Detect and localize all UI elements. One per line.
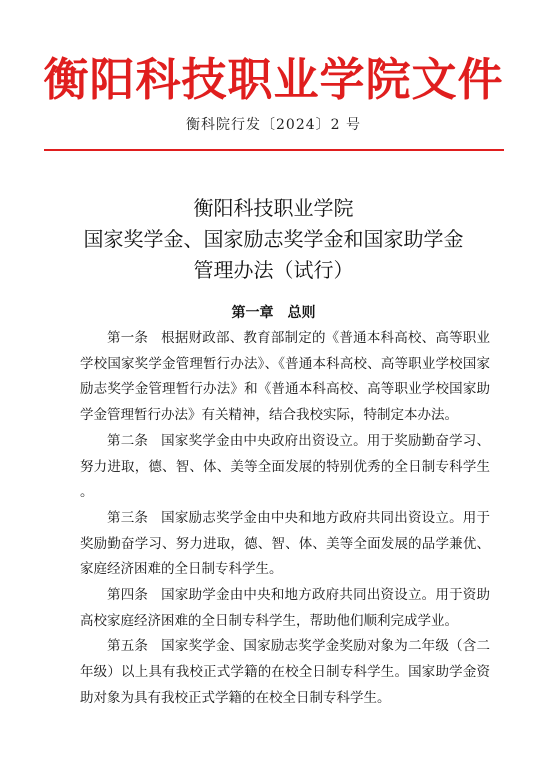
chapter-title: 总则 <box>287 305 316 321</box>
article-label: 第四条 <box>107 587 149 604</box>
article-text: 根据财政部、教育部制定的《普通本科高校、高等职业学校国家奖学金管理暂行办法》、《普通本科高校、高等职业学校国家励志奖学金管理暂行办法》和《普通本科高校、高等职业学校国家助学金管理暂行办法》有关精神，结合我校实际，特制定本办法。 <box>80 330 491 424</box>
article-3 <box>80 506 490 583</box>
chapter-heading <box>0 303 547 323</box>
article-4 <box>80 583 490 634</box>
chapter-number: 第一章 <box>231 305 274 321</box>
article-text: 国家奖学金、国家励志奖学金奖励对象为二年级（含二年级）以上具有我校正式学籍的在校全日制专科学生。国家助学金资助对象为具有我校正式学籍的在校全日制专科学生。 <box>80 638 491 706</box>
article-5 <box>80 634 490 711</box>
heading-line-3: 管理办法（试行） <box>193 258 354 282</box>
red-divider-line <box>44 149 504 151</box>
heading-line-2: 国家奖学金、国家励志奖学金和国家助学金 <box>83 227 464 251</box>
heading-line-1: 衡阳科技职业学院 <box>193 196 354 220</box>
article-2 <box>80 429 490 506</box>
document-heading <box>0 193 547 286</box>
article-label: 第一条 <box>107 330 149 346</box>
document-body <box>80 326 490 712</box>
article-1 <box>80 326 490 429</box>
issuer-header-title: 衡阳科技职业学院文件 <box>43 53 504 106</box>
article-text: 国家奖学金由中央政府出资设立。用于奖励勤奋学习、努力进取，德、智、体、美等全面发展的特别优秀的全日制专科学生。 <box>80 432 491 501</box>
article-label: 第五条 <box>107 638 149 655</box>
article-text: 国家励志奖学金由中央和地方政府共同出资设立。用于奖励勤奋学习、努力进取，德、智、体、美等全面发展的品学兼优、家庭经济困难的全日制专科学生。 <box>80 509 491 578</box>
article-label: 第二条 <box>107 432 149 449</box>
article-text: 国家助学金由中央和地方政府共同出资设立。用于资助高校家庭经济困难的全日制专科学生，帮助他们顺利完成学业。 <box>80 587 491 629</box>
document-number: 衡科院行发〔2024〕2 号 <box>186 117 361 133</box>
article-label: 第三条 <box>107 509 149 526</box>
